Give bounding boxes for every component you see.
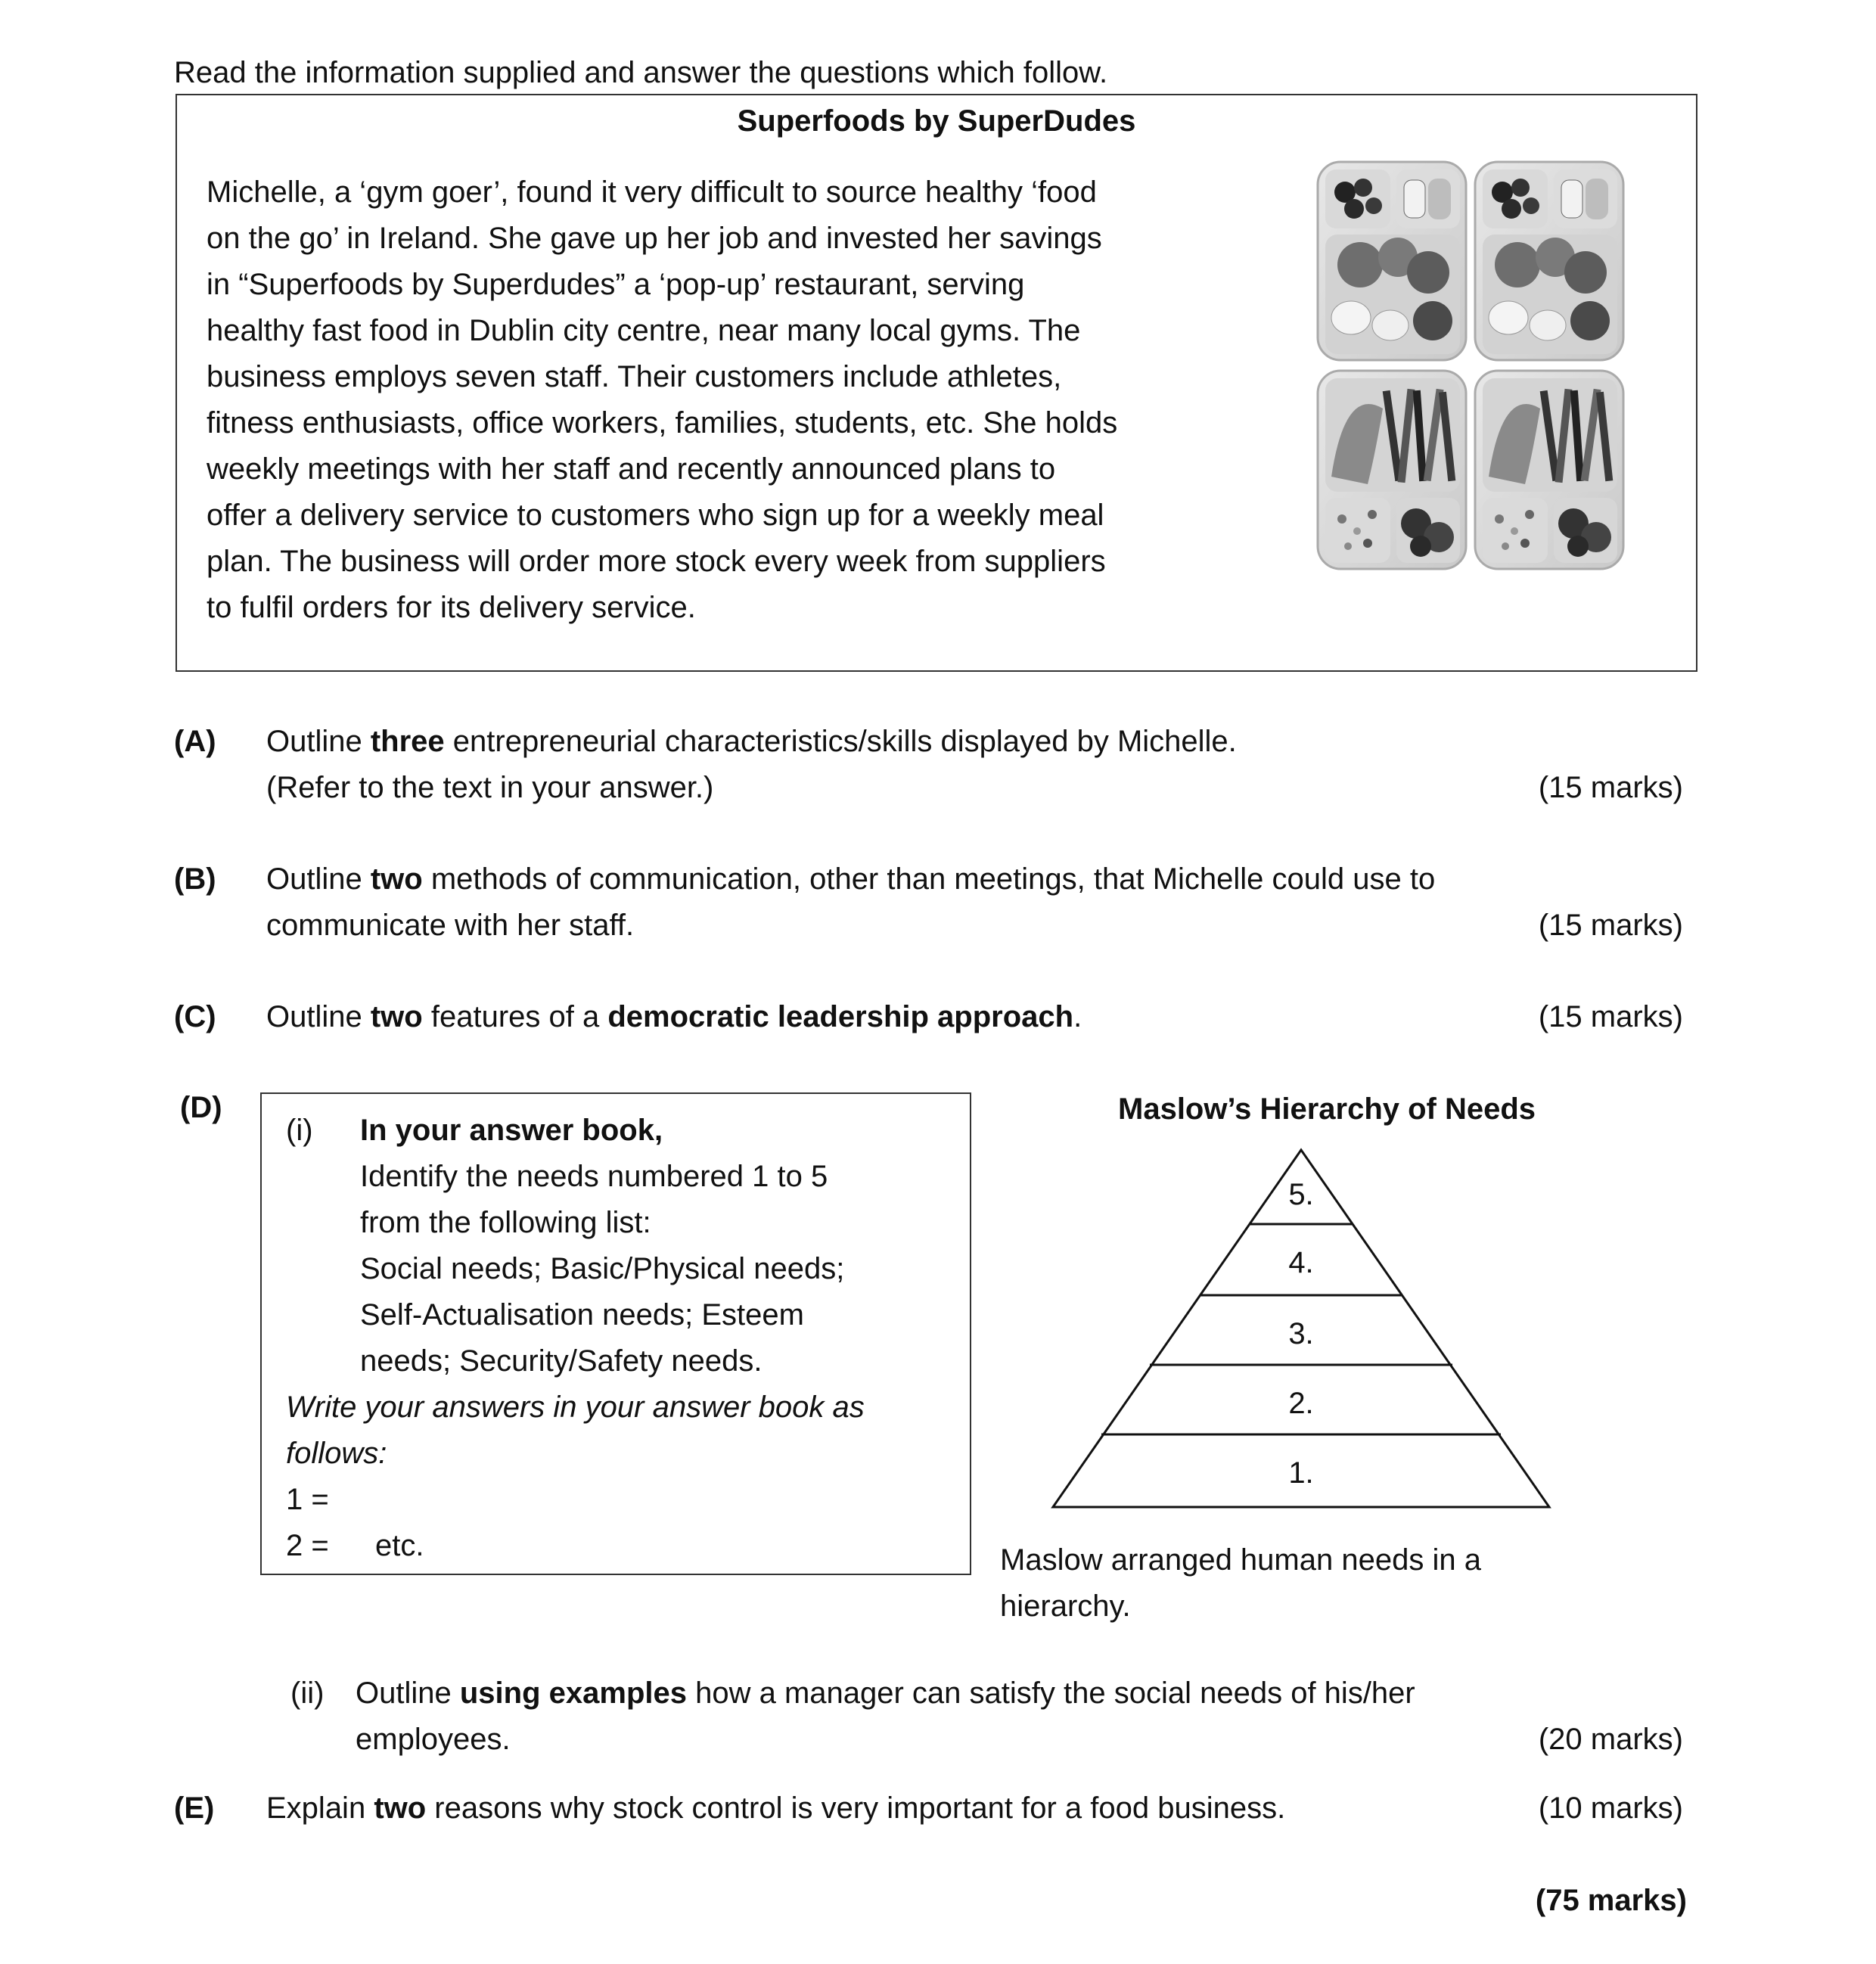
question-d-i-heading: In your answer book, <box>360 1114 663 1147</box>
question-a-text <box>266 719 1237 765</box>
question-b-label: (B) <box>174 862 216 896</box>
question-a-marks: (15 marks) <box>1538 771 1683 804</box>
container-bottom-left <box>1318 371 1466 569</box>
container-bottom-right <box>1475 371 1623 569</box>
needs-list-line: from the following list: <box>360 1206 651 1239</box>
needs-list-line: Social needs; Basic/Physical needs; <box>360 1252 845 1285</box>
total-marks: (75 marks) <box>1535 1884 1687 1917</box>
answer-format-line-2: 2 = <box>286 1529 329 1562</box>
question-a-bold: three <box>370 725 445 758</box>
case-study-title: Superfoods by SuperDudes <box>737 104 1136 138</box>
question-d-ii-text <box>356 1670 1415 1717</box>
question-c-mid: features of a <box>422 1000 608 1033</box>
question-d-label: (D) <box>180 1091 222 1124</box>
question-c-pre: Outline <box>266 1000 371 1033</box>
question-d-ii-pre: Outline <box>356 1677 460 1710</box>
question-b-pre: Outline <box>266 862 371 896</box>
case-study-text <box>207 169 1117 631</box>
case-line: Michelle, a ‘gym goer’, found it very difficult to source healthy ‘food <box>207 176 1097 209</box>
question-a-line2: (Refer to the text in your answer.) <box>266 771 714 804</box>
question-e-pre: Explain <box>266 1792 374 1825</box>
question-e-label: (E) <box>174 1792 215 1825</box>
question-e-bold: two <box>374 1792 427 1825</box>
question-d-ii-bold: using examples <box>459 1677 687 1710</box>
case-line: weekly meetings with her staff and recently announced plans to <box>207 452 1056 486</box>
case-line: fitness enthusiasts, office workers, families, students, etc. She holds <box>207 406 1118 440</box>
question-c-post: . <box>1073 1000 1082 1033</box>
pyramid-caption: hierarchy. <box>1000 1590 1131 1623</box>
case-line: plan. The business will order more stock every week from suppliers <box>207 545 1106 578</box>
question-a-pre: Outline <box>266 725 371 758</box>
instruction-text: Read the information supplied and answer the questions which follow. <box>174 56 1108 89</box>
needs-list-line: needs; Security/Safety needs. <box>360 1344 763 1378</box>
case-line: on the go’ in Ireland. She gave up her job and invested her savings <box>207 222 1102 255</box>
case-line: offer a delivery service to customers who sign up for a weekly meal <box>207 499 1104 532</box>
question-b-text <box>266 856 1435 903</box>
question-e-marks: (10 marks) <box>1538 1792 1683 1825</box>
answer-format-instruction: follows: <box>286 1437 387 1470</box>
pyramid-caption: Maslow arranged human needs in a <box>1000 1543 1481 1577</box>
container-top-right <box>1475 162 1623 360</box>
question-a-label: (A) <box>174 725 216 758</box>
pyramid-title: Maslow’s Hierarchy of Needs <box>1118 1092 1536 1126</box>
case-line: healthy fast food in Dublin city centre, near many local gyms. The <box>207 314 1081 347</box>
question-c-text <box>266 994 1082 1040</box>
question-d-i-label: (i) <box>286 1114 313 1147</box>
case-line: in “Superfoods by Superdudes” a ‘pop-up’ restaurant, serving <box>207 268 1025 301</box>
question-d-instruction-box <box>260 1092 971 1575</box>
meal-prep-containers-image <box>1315 159 1626 572</box>
question-d-marks: (20 marks) <box>1538 1723 1683 1756</box>
case-line: to fulfil orders for its delivery service. <box>207 591 696 624</box>
case-line: business employs seven staff. Their customers include athletes, <box>207 360 1062 393</box>
question-c-bold2: democratic leadership approach <box>607 1000 1074 1033</box>
pyramid-level-5: 5. <box>1288 1178 1314 1211</box>
question-d-ii-label: (ii) <box>290 1677 325 1710</box>
needs-list-line: Self-Actualisation needs; Esteem <box>360 1298 804 1332</box>
question-d-ii-post: how a manager can satisfy the social needs of his/her <box>686 1677 1415 1710</box>
pyramid-level-1: 1. <box>1288 1456 1314 1490</box>
pyramid-level-4: 4. <box>1288 1246 1314 1279</box>
pyramid-level-3: 3. <box>1288 1317 1314 1350</box>
question-c-marks: (15 marks) <box>1538 1000 1683 1033</box>
question-c-label: (C) <box>174 1000 216 1033</box>
answer-format-line-1: 1 = <box>286 1483 329 1516</box>
container-top-left <box>1318 162 1466 360</box>
answer-format-instruction: Write your answers in your answer book as <box>286 1391 865 1424</box>
question-e-text <box>266 1785 1285 1832</box>
question-c-bold: two <box>370 1000 423 1033</box>
needs-list-line: Identify the needs numbered 1 to 5 <box>360 1160 828 1193</box>
question-b-line2: communicate with her staff. <box>266 909 635 942</box>
answer-format-etc: etc. <box>375 1529 424 1562</box>
question-a-post: entrepreneurial characteristics/skills displayed by Michelle. <box>444 725 1237 758</box>
question-e-post: reasons why stock control is very important for a food business. <box>426 1792 1286 1825</box>
question-b-post: methods of communication, other than meetings, that Michelle could use to <box>422 862 1436 896</box>
maslow-pyramid-diagram <box>1044 1142 1558 1513</box>
pyramid-level-2: 2. <box>1288 1387 1314 1420</box>
question-b-marks: (15 marks) <box>1538 909 1683 942</box>
question-d-ii-line2: employees. <box>356 1723 511 1756</box>
question-b-bold: two <box>370 862 423 896</box>
